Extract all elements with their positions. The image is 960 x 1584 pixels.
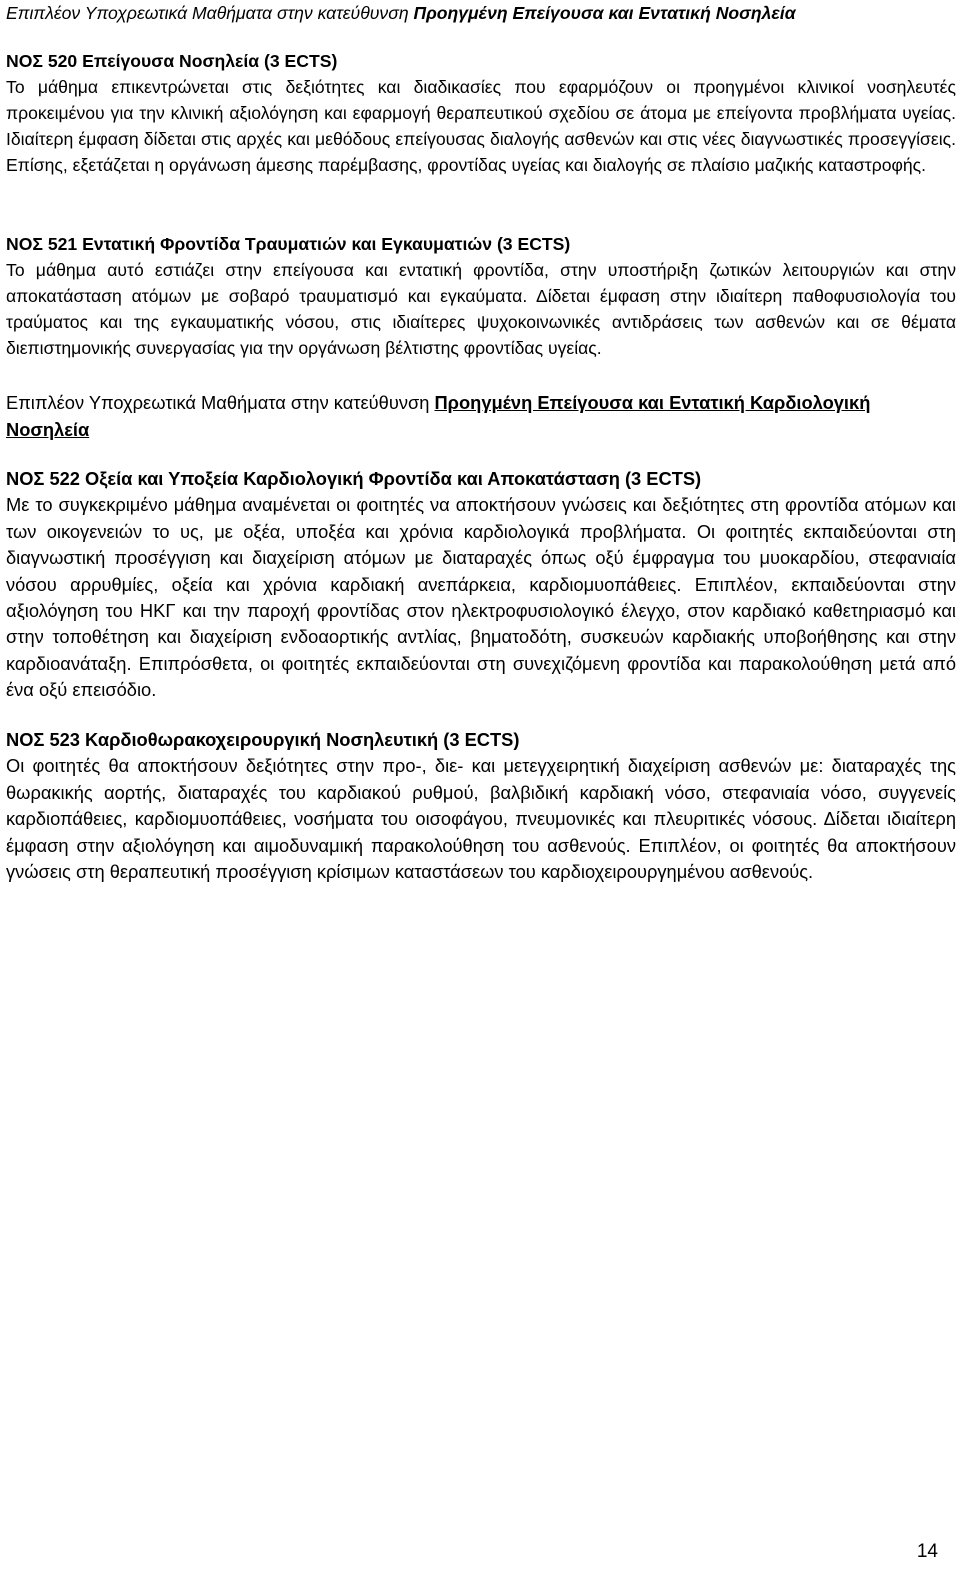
direction-heading-name: Προηγμένη Επείγουσα και Εντατική Νοσηλεία bbox=[413, 3, 796, 23]
course-description: Το μάθημα αυτό εστιάζει στην επείγουσα και εντατική φροντίδα, στην υποστήριξη ζωτικών λειτουργιών και στην αποκατάσταση ατόμων με σοβαρό τραυματισμό και εγκαύματα. Δίδεται έμφαση στην ιδιαίτερη παθοφυσιολογία του τραύματος και της εγκαυματικής νόσου, στις ιδιαίτερες ψυχοκοινωνικές αντιδράσεις των ασθενών και σε θέματα διεπιστημονικής συνεργασίας για την οργάνωση βέλτιστης φροντίδας υγείας. bbox=[6, 260, 956, 358]
course-title: ΝΟΣ 522 Οξεία και Υποξεία Καρδιολογική Φροντίδα και Αποκατάσταση (3 ECTS) bbox=[6, 468, 702, 489]
direction-heading bbox=[6, 389, 906, 443]
course-block bbox=[6, 466, 956, 704]
course-block bbox=[6, 727, 956, 885]
course-block bbox=[6, 48, 956, 178]
course-description: Με το συγκεκριμένο μάθημα αναμένεται οι φοιτητές να αποκτήσουν γνώσεις και δεξιότητες στη φροντίδα ατόμων και των οικογενειών το υς, με οξέα, υποξέα και χρόνια καρδιολογικά προβλήματα. Οι φοιτητές εκπαιδεύονται στη διαγνωστική προσέγγιση και διαχείριση ατόμων με διαταραχές όπως οξύ έμφραγμα του μυοκαρδίου, στεφανιαία νόσου αρρυθμίες, οξεία και χρόνια καρδιακή ανεπάρκεια, καρδιομυοπάθειες. Επιπλέον, εκπαιδεύονται στην αξιολόγηση του ΗΚΓ και την παροχή φροντίδας στον ηλεκτροφυσιολογικό έλεγχο, στον καρδιακό καθετηριασμό και στην τοποθέτηση και διαχείριση ενδοαορτικής αντλίας, βηματοδότη, συσκευών καρδιακής υποβοήθησης και στην καρδιοανάταξη. Επιπρόσθετα, οι φοιτητές εκπαιδεύονται στη συνεχιζόμενη φροντίδα και παρακολούθηση μετά από ένα οξύ επεισόδιο. bbox=[6, 494, 956, 701]
direction-heading-intro: Επιπλέον Υποχρεωτικά Μαθήματα στην κατεύθυνση bbox=[6, 392, 435, 413]
page-number: 14 bbox=[916, 1541, 938, 1562]
direction-heading-intro: Επιπλέον Υποχρεωτικά Μαθήματα στην κατεύθυνση bbox=[6, 3, 414, 23]
course-title: ΝΟΣ 521 Εντατική Φροντίδα Τραυματιών και Εγκαυματιών (3 ECTS) bbox=[6, 234, 571, 254]
course-description: Οι φοιτητές θα αποκτήσουν δεξιότητες στην προ-, διε- και μετεγχειρητική διαχείριση ασθενών με: διαταραχές της θωρακικής αορτής, διαταραχές του καρδιακού ρυθμού, βαλβιδική καρδιακή νόσο, στεφανιαία νόσο, συγγενείς καρδιοπάθειες, καρδιομυοπάθειες, νοσήματα του οισοφάγου, πνευμονικές και πλευριτικές νόσους. Δίδεται ιδιαίτερη έμφαση στην αξιολόγηση και αιμοδυναμική παρακολούθηση του ασθενούς. Επιπλέον, οι φοιτητές θα αποκτήσουν γνώσεις στη θεραπευτική προσέγγιση κρίσιμων καταστάσεων του καρδιοχειρουργημένου ασθενούς. bbox=[6, 755, 956, 883]
course-block bbox=[6, 231, 956, 361]
direction-heading bbox=[6, 0, 956, 26]
direction-heading-name: Προηγμένη Επείγουσα και Εντατική Καρδιολογική Νοσηλεία bbox=[6, 392, 871, 440]
course-title: ΝΟΣ 523 Καρδιοθωρακοχειρουργική Νοσηλευτική (3 ECTS) bbox=[6, 729, 520, 750]
course-title: ΝΟΣ 520 Επείγουσα Νοσηλεία (3 ECTS) bbox=[6, 51, 338, 71]
course-description: Το μάθημα επικεντρώνεται στις δεξιότητες και διαδικασίες που εφαρμόζουν οι προηγμένοι κλινικοί νοσηλευτές προκειμένου για την κλινική αξιολόγηση και εφαρμογή θεραπευτικού σχεδίου σε άτομα με επείγοντα προβλήματα υγείας. Ιδιαίτερη έμφαση δίδεται στις αρχές και μεθόδους επείγουσας διαλογής ασθενών και στις νέες διαγνωστικές προσεγγίσεις. Επίσης, εξετάζεται η οργάνωση άμεσης παρέμβασης, φροντίδας υγείας και διαλογής σε πλαίσιο μαζικής καταστροφής. bbox=[6, 77, 956, 175]
